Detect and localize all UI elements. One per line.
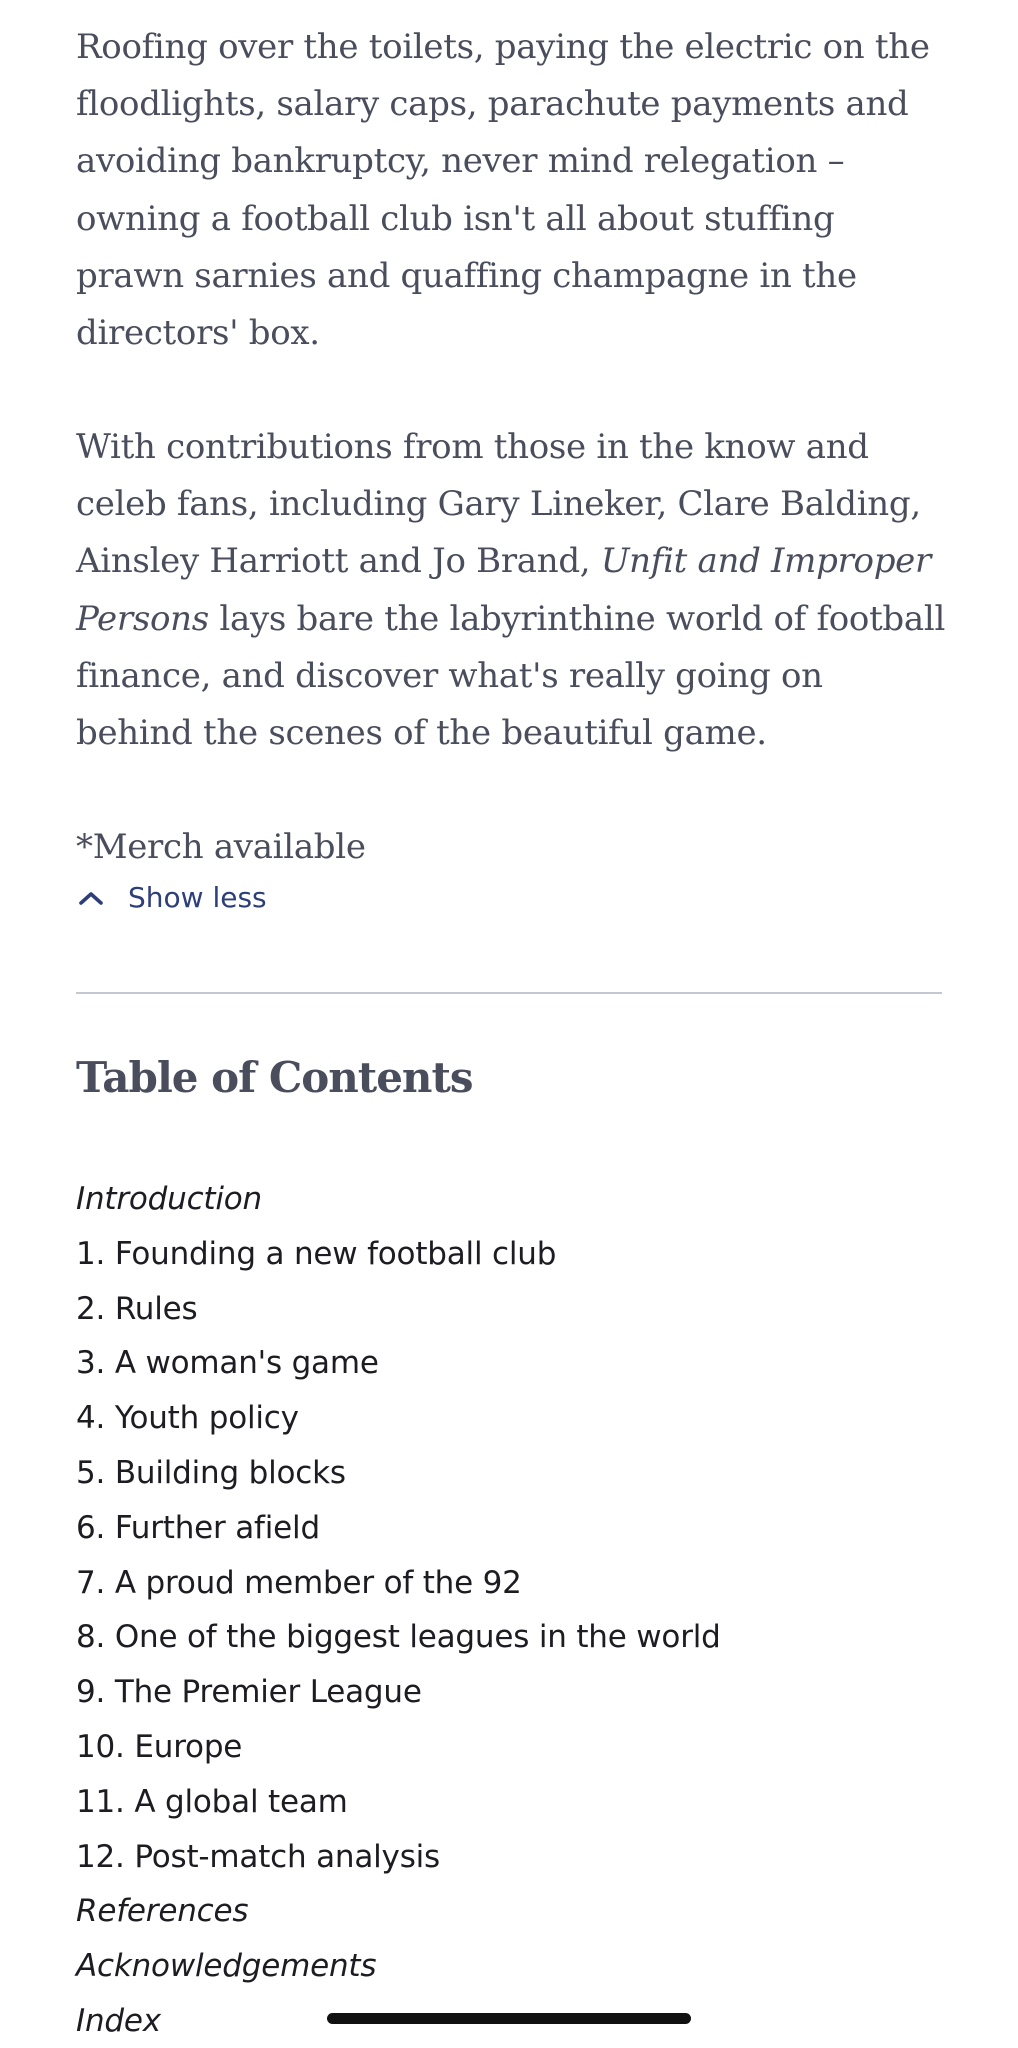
toc-item: 8. One of the biggest leagues in the world: [76, 1619, 721, 1656]
chevron-up-icon: [76, 883, 106, 913]
toc-item: 3. A woman's game: [76, 1345, 379, 1382]
toc-item: 7. A proud member of the 92: [76, 1564, 522, 1601]
show-less-label: Show less: [128, 881, 267, 914]
toc-item: Acknowledgements: [76, 1948, 377, 1985]
toc-heading: Table of Contents: [76, 1053, 473, 1102]
toc-item: 2. Rules: [76, 1290, 198, 1327]
toc-item: Introduction: [76, 1181, 263, 1217]
description-paragraph-1: Roofing over the toilets, paying the electric on the floodlights, salary caps, parachute payments and avoiding bankruptcy, never mind relegation – owning a football club isn't all about stuffing prawn sarnies and quaffing champagne in the directors' box.: [76, 27, 930, 354]
home-indicator[interactable]: [327, 2013, 691, 2024]
description-paragraph-2-end: lays bare the labyrinthine world of football finance, and discover what's really going on behind the scenes of the beautiful game.: [76, 598, 946, 754]
toc-item: 11. A global team: [76, 1783, 348, 1820]
toc-item: References: [76, 1893, 249, 1930]
toc-item: 12. Post-match analysis: [76, 1838, 441, 1875]
toc-item: Index: [76, 2002, 161, 2039]
section-divider: [76, 992, 942, 994]
show-less-button[interactable]: [76, 874, 267, 922]
merch-note: *Merch available: [76, 827, 366, 867]
toc-item: 6. Further afield: [76, 1509, 320, 1546]
toc-item: 10. Europe: [76, 1728, 243, 1765]
toc-item: 5. Building blocks: [76, 1454, 346, 1491]
book-title-italic: Unfit and Improper Persons: [76, 541, 931, 639]
toc-item: 1. Founding a new football club: [76, 1235, 557, 1272]
description-paragraph-2: [76, 419, 946, 762]
toc-list: [76, 1172, 721, 2048]
description-paragraph-2-start: With contributions from those in the know and celeb fans, including Gary Lineker, Clare Balding, Ainsley Harriott and Jo Brand,: [76, 427, 921, 582]
toc-item: 4. Youth policy: [76, 1400, 299, 1437]
toc-item: 9. The Premier League: [76, 1674, 422, 1711]
